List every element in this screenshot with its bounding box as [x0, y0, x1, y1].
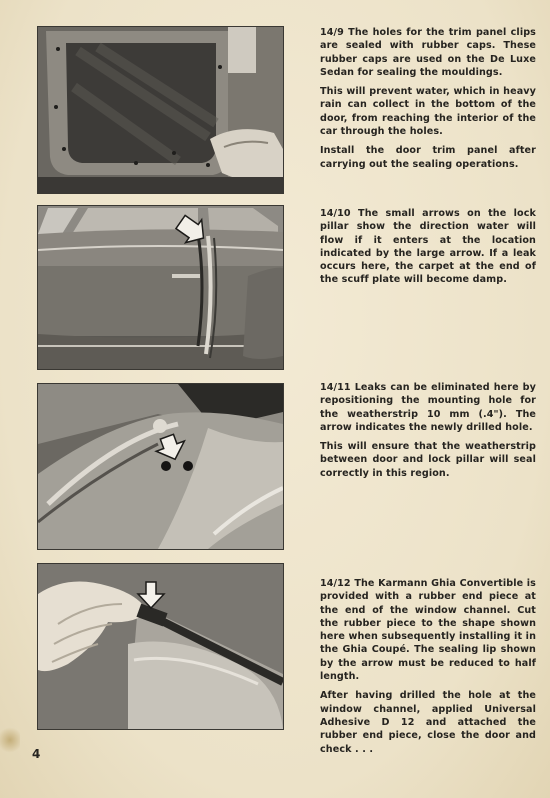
section-paragraph: The small arrows on the lock pillar show the direction water will flow if it enters at the location indicated by the large arrow. If a leak occurs here, the carpet at the end of the scuff plate will become damp.	[320, 208, 536, 286]
section-14-12	[320, 577, 536, 762]
section-paragraph: This will ensure that the weatherstrip between door and lock pillar will seal correctly in this region.	[320, 441, 536, 479]
section-14-11	[320, 381, 536, 486]
paper-stain	[0, 725, 20, 755]
photo-rubber-end-piece	[37, 563, 284, 730]
section-paragraph: Install the door trim panel after carrying out the sealing operations.	[320, 145, 536, 170]
section-ref: 14/12	[320, 578, 351, 589]
section-ref: 14/10	[320, 208, 351, 219]
section-14-10	[320, 207, 536, 293]
section-paragraph: Leaks can be eliminated here by repositioning the mounting hole for the weatherstrip 10 mm (.4"). The arrow indicates the newly drilled hole.	[320, 382, 536, 433]
section-14-9	[320, 26, 536, 177]
section-ref: 14/9	[320, 27, 344, 38]
section-ref: 14/11	[320, 382, 351, 393]
photo-door-inner-panel	[37, 26, 284, 194]
section-paragraph: After having drilled the hole at the window channel, applied Universal Adhesive D 12 and attached the rubber end piece, close the door and check . . .	[320, 690, 536, 755]
section-paragraph: This will prevent water, which in heavy rain can collect in the bottom of the door, from reaching the interior of the car through the holes.	[320, 86, 536, 138]
section-paragraph: The holes for the trim panel clips are sealed with rubber caps. These rubber caps are used on the De Luxe Sedan for sealing the mouldings.	[320, 27, 536, 78]
page-number: 4	[32, 747, 41, 761]
photo-weatherstrip-hole	[37, 383, 284, 550]
photo-lock-pillar	[37, 205, 284, 370]
section-paragraph: The Karmann Ghia Convertible is provided with a rubber end piece at the end of the window channel. Cut the rubber piece to the shape shown here when subsequently installing it in the Ghia Coupé. The sealing lip shown by the arrow must be reduced to half length.	[320, 578, 536, 683]
